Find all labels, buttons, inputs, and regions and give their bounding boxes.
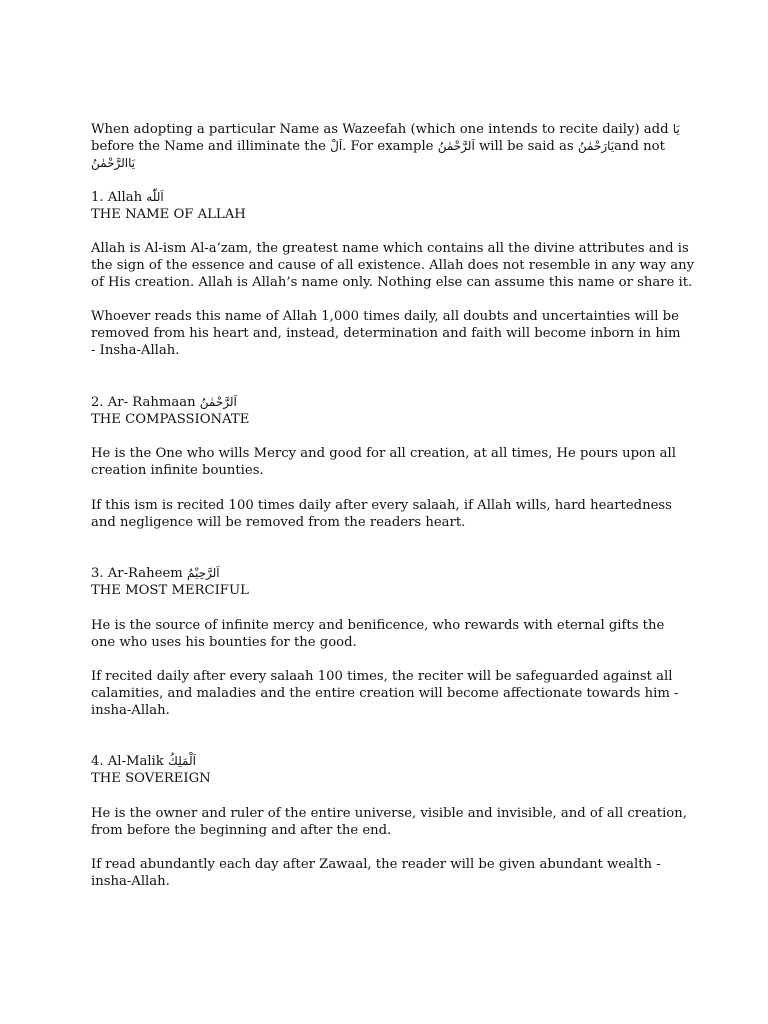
description-line: from before the beginning and after the end. bbox=[91, 823, 392, 838]
description-line: creation infinite bounties. bbox=[91, 463, 264, 478]
description-line: Allah is Al-ism Al-a’zam, the greatest name which contains all the divine attributes and is bbox=[91, 241, 689, 256]
arabic-ya-al-rahman: يَاالرَّحْمٰنُ bbox=[91, 156, 136, 170]
name-title: 3. Ar-Raheem bbox=[91, 566, 183, 581]
name-title: 1. Allah bbox=[91, 190, 143, 205]
name-subtitle: THE MOST MERCIFUL bbox=[91, 583, 249, 598]
intro-text: and not bbox=[614, 139, 665, 154]
benefit-line: If recited daily after every salaah 100 times, the reciter will be safeguarded against all bbox=[91, 669, 673, 684]
name-arabic: اَلرَّحِيْمُ bbox=[186, 566, 220, 580]
name-title: 2. Ar- Rahmaan bbox=[91, 395, 196, 410]
arabic-ya-rahman: يَارَحْمٰنُ bbox=[577, 139, 615, 153]
benefit-line: - Insha-Allah. bbox=[91, 343, 180, 358]
arabic-ya: يَا bbox=[672, 122, 680, 136]
name-arabic: اَللّٰه bbox=[146, 190, 164, 204]
benefit-line: and negligence will be removed from the readers heart. bbox=[91, 515, 466, 530]
name-arabic: اَلْمَلِكُ bbox=[167, 754, 196, 768]
intro-line-2 bbox=[91, 138, 681, 155]
name-heading bbox=[91, 753, 681, 770]
intro-text: will be said as bbox=[479, 139, 574, 154]
benefit-line: removed from his heart and, instead, determination and faith will become inborn in him bbox=[91, 326, 681, 341]
intro-text: before the Name and illiminate the bbox=[91, 139, 326, 154]
intro-line-1 bbox=[91, 121, 681, 138]
benefit-line: insha-Allah. bbox=[91, 703, 170, 718]
name-subtitle: THE COMPASSIONATE bbox=[91, 412, 250, 427]
benefit-line: If read abundantly each day after Zawaal, the reader will be given abundant wealth - bbox=[91, 857, 661, 872]
name-arabic: اَلرَّحْمٰنُ bbox=[199, 395, 237, 409]
benefit-line: calamities, and maladies and the entire creation will become affectionate towards him - bbox=[91, 686, 679, 701]
description-line: the sign of the essence and cause of all existence. Allah does not resemble in any way any bbox=[91, 258, 695, 273]
intro-line-3 bbox=[91, 155, 681, 172]
benefit-line: insha-Allah. bbox=[91, 874, 170, 889]
name-subtitle: THE NAME OF ALLAH bbox=[91, 207, 246, 222]
arabic-al: اَلْ bbox=[330, 139, 343, 153]
description-line: He is the owner and ruler of the entire universe, visible and invisible, and of all creation, bbox=[91, 806, 687, 821]
name-heading bbox=[91, 565, 681, 582]
name-heading bbox=[91, 394, 681, 411]
intro-text: When adopting a particular Name as Wazeefah (which one intends to recite daily) add bbox=[91, 122, 669, 137]
arabic-rahman: اَلرَّحْمٰنُ bbox=[437, 139, 475, 153]
description-line: of His creation. Allah is Allah’s name only. Nothing else can assume this name or share it. bbox=[91, 275, 693, 290]
description-line: He is the One who wills Mercy and good for all creation, at all times, He pours upon all bbox=[91, 446, 676, 461]
description-line: He is the source of infinite mercy and benificence, who rewards with eternal gifts the bbox=[91, 618, 665, 633]
benefit-line: If this ism is recited 100 times daily after every salaah, if Allah wills, hard heartedness bbox=[91, 498, 672, 513]
name-subtitle: THE SOVEREIGN bbox=[91, 771, 211, 786]
benefit-line: Whoever reads this name of Allah 1,000 times daily, all doubts and uncertainties will be bbox=[91, 309, 679, 324]
description-line: one who uses his bounties for the good. bbox=[91, 635, 357, 650]
name-heading bbox=[91, 189, 681, 206]
intro-text: . For example bbox=[342, 139, 434, 154]
name-title: 4. Al-Malik bbox=[91, 754, 164, 769]
